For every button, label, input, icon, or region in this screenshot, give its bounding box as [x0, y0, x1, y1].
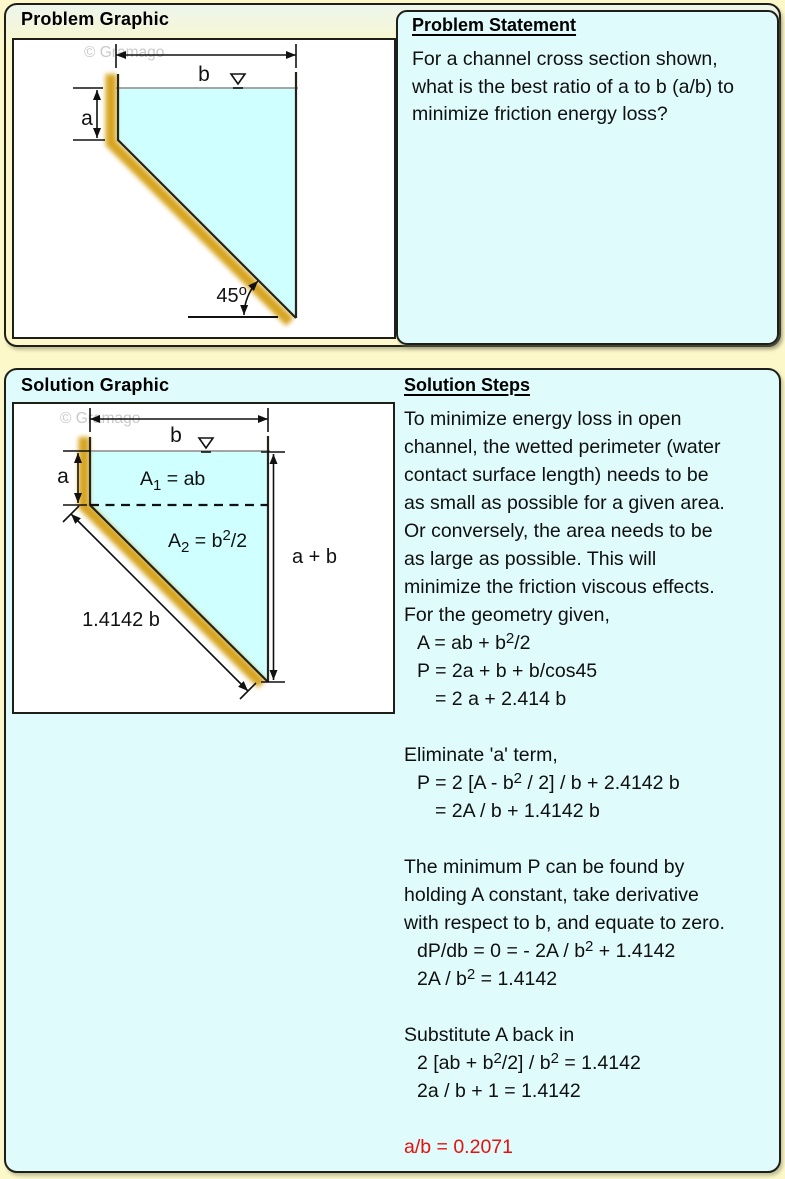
solution-steps-title: Solution Steps [404, 375, 530, 395]
solution-step-line [404, 993, 778, 1021]
watermark: © Gramago [84, 44, 165, 61]
solution-step-line: The minimum P can be found by [404, 856, 685, 878]
problem-diagram [12, 38, 396, 339]
solution-step-line: For the geometry given, [404, 604, 610, 626]
solution-step-line: To minimize energy loss in open [404, 408, 682, 430]
solution-step-line: Substitute A back in [404, 1024, 575, 1046]
solution-step-line: contact surface length) needs to be [404, 464, 709, 486]
water-area [118, 88, 296, 318]
solution-step-line: as small as possible for a given area. [404, 492, 725, 514]
solution-step-line: holding A constant, take derivative [404, 884, 699, 906]
solution-step-line: dP/db = 0 = - $2A / b^2 + 1.4142$ [417, 937, 676, 962]
problem-statement-line: what is the best ratio of a to b (a/b) to [412, 75, 734, 98]
solution-steps-lines [404, 405, 778, 1161]
dim-label-hypotenuse: 1.4142 b [82, 609, 160, 631]
solution-step-line: as large as possible. This will [404, 548, 657, 570]
dim-label-b: b [198, 63, 210, 86]
solution-diagram [12, 402, 395, 714]
angle-label: 45$^o$ [216, 282, 247, 307]
problem-graphic-title: Problem Graphic [21, 9, 170, 29]
solution-step-line [404, 713, 778, 741]
solution-step-line: P = 2 $[A - b^2 / 2] / b + 2.4142$ b [417, 769, 680, 794]
solution-step-line [404, 1105, 778, 1133]
solution-step-line: = 2A / b + 1.4142 b [435, 800, 600, 822]
dim-label-b: b [170, 424, 182, 447]
solution-step-line: Or conversely, the area needs to be [404, 520, 713, 542]
dim-label-a-plus-b: a + b [292, 546, 338, 568]
solution-step-line: minimize the friction viscous effects. [404, 576, 715, 598]
solution-step-line: 2 $[ab + b^2/2] / b^2 = 1.4142$ [417, 1049, 641, 1074]
solution-step-line: channel, the wetted perimeter (water [404, 436, 721, 458]
water-surface-symbol [199, 438, 213, 452]
area2-label: $A_2 = b^2/2$ [168, 527, 248, 556]
dim-label-a: a [57, 465, 69, 488]
dim-label-a: a [81, 107, 93, 130]
solution-step-line: Eliminate 'a' term, [404, 744, 558, 766]
watermark: © Gramago [60, 410, 141, 427]
solution-step-line: P = 2a + b + b/cos45 [417, 660, 598, 682]
area1-label: $A_1$ = ab [140, 468, 206, 494]
solution-step-line: $2A / b^2 = 1.4142$ [417, 965, 558, 990]
solution-graphic-title: Solution Graphic [21, 375, 170, 395]
problem-statement-line: For a channel cross section shown, [412, 48, 718, 70]
solution-step-line: A = ab + $b^2/2$ [417, 629, 531, 654]
solution-step-line: 2a / b + 1 = 1.4142 [417, 1080, 581, 1102]
problem-statement-box [396, 10, 779, 345]
problem-statement-line: minimize friction energy loss? [412, 103, 668, 125]
problem-statement-title: Problem Statement [412, 15, 577, 35]
water-surface-symbol [231, 74, 245, 88]
solution-step-line: = 2 a + 2.414 b [435, 688, 567, 710]
solution-step-line: with respect to b, and equate to zero. [404, 912, 725, 934]
solution-step-line: a/b = 0.2071 [404, 1136, 513, 1158]
solution-step-line [404, 825, 778, 853]
solution-steps [404, 375, 778, 1161]
